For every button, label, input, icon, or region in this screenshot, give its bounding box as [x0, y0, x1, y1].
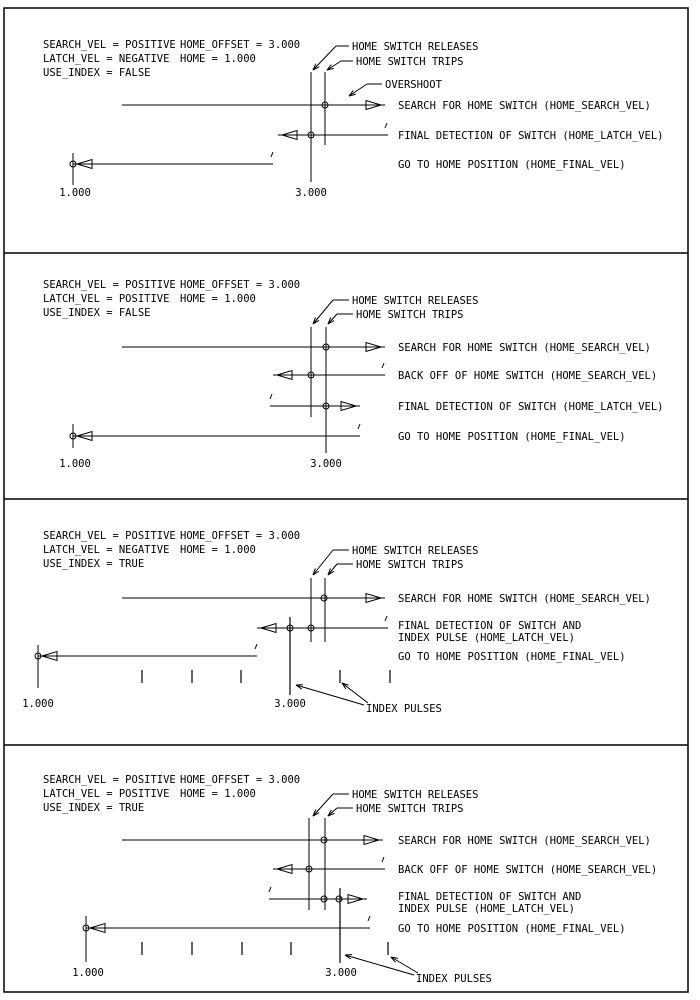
param-text: HOME_OFFSET = 3.000	[180, 39, 301, 51]
move-1	[122, 593, 651, 605]
move-3	[269, 887, 581, 915]
callout-leader-line	[328, 564, 337, 575]
position-label: 3.000	[274, 698, 306, 710]
position-label: 3.000	[325, 967, 357, 979]
move-step-label: INDEX PULSE (HOME_LATCH_VEL)	[398, 903, 576, 915]
move-2	[273, 857, 657, 876]
homing-sequence-panel-4	[43, 774, 657, 985]
move-3	[270, 394, 664, 413]
move-step-label: BACK OFF OF HOME SWITCH (HOME_SEARCH_VEL)	[398, 864, 658, 876]
callout-home-switch-trips	[327, 56, 463, 70]
callout-leader-line	[313, 550, 333, 575]
move-1	[122, 835, 651, 847]
callout-label: HOME SWITCH RELEASES	[352, 41, 479, 53]
index-pulses-label: INDEX PULSES	[416, 973, 492, 985]
callout-label: OVERSHOOT	[385, 79, 442, 91]
move-4	[83, 916, 626, 962]
param-text: HOME = 1.000	[180, 293, 256, 305]
move-2	[278, 123, 664, 142]
start-position-tick	[269, 887, 271, 892]
position-label: 1.000	[59, 458, 91, 470]
move-step-label: FINAL DETECTION OF SWITCH (HOME_LATCH_VEL)	[398, 401, 664, 413]
param-text: HOME = 1.000	[180, 53, 256, 65]
param-text: USE_INDEX = FALSE	[43, 67, 151, 79]
homing-sequence-panel-2	[43, 279, 664, 470]
move-1	[122, 100, 651, 112]
move-step-label: SEARCH FOR HOME SWITCH (HOME_SEARCH_VEL)	[398, 342, 651, 354]
move-step-label: INDEX PULSE (HOME_LATCH_VEL)	[398, 632, 576, 644]
start-position-tick	[255, 644, 257, 649]
move-1	[122, 342, 651, 354]
param-text: LATCH_VEL = NEGATIVE	[43, 544, 170, 556]
callout-home-switch-trips	[328, 803, 463, 816]
callout-leader-line	[327, 61, 341, 70]
move-step-label: FINAL DETECTION OF SWITCH AND	[398, 620, 582, 632]
param-text: HOME_OFFSET = 3.000	[180, 774, 301, 786]
move-3	[70, 152, 626, 185]
move-step-label: GO TO HOME POSITION (HOME_FINAL_VEL)	[398, 923, 626, 935]
callout-home-switch-trips	[328, 559, 463, 575]
start-position-tick	[358, 424, 360, 429]
move-2	[273, 363, 657, 382]
param-text: HOME_OFFSET = 3.000	[180, 279, 301, 291]
move-step-label: BACK OFF OF HOME SWITCH (HOME_SEARCH_VEL)	[398, 370, 658, 382]
move-step-label: GO TO HOME POSITION (HOME_FINAL_VEL)	[398, 651, 626, 663]
index-pulses-label: INDEX PULSES	[366, 703, 442, 715]
callout-label: HOME SWITCH RELEASES	[352, 545, 479, 557]
start-position-tick	[385, 616, 387, 621]
start-position-tick	[382, 857, 384, 862]
callout-label: HOME SWITCH TRIPS	[356, 309, 464, 321]
param-text: USE_INDEX = FALSE	[43, 307, 151, 319]
param-text: HOME = 1.000	[180, 544, 256, 556]
callout-leader-line	[349, 84, 367, 96]
move-step-label: SEARCH FOR HOME SWITCH (HOME_SEARCH_VEL)	[398, 593, 651, 605]
param-text: SEARCH_VEL = POSITIVE	[43, 530, 176, 542]
move-step-label: FINAL DETECTION OF SWITCH (HOME_LATCH_VEL)	[398, 130, 664, 142]
start-position-tick	[368, 916, 370, 921]
start-position-tick	[382, 363, 384, 368]
param-text: HOME_OFFSET = 3.000	[180, 530, 301, 542]
homing-sequence-panel-1	[43, 39, 664, 199]
position-label: 3.000	[310, 458, 342, 470]
index-leader-line	[296, 685, 364, 705]
param-text: USE_INDEX = TRUE	[43, 802, 145, 814]
callout-label: HOME SWITCH TRIPS	[356, 56, 464, 68]
param-text: SEARCH_VEL = POSITIVE	[43, 774, 176, 786]
position-label: 1.000	[22, 698, 54, 710]
param-text: SEARCH_VEL = POSITIVE	[43, 279, 176, 291]
position-label: 1.000	[59, 187, 91, 199]
callout-label: HOME SWITCH TRIPS	[356, 803, 464, 815]
position-label: 3.000	[295, 187, 327, 199]
move-step-label: GO TO HOME POSITION (HOME_FINAL_VEL)	[398, 159, 626, 171]
move-4	[70, 424, 626, 448]
callout-home-switch-trips	[328, 309, 463, 324]
homing-sequence-panel-3	[22, 530, 651, 715]
move-step-label: SEARCH FOR HOME SWITCH (HOME_SEARCH_VEL)	[398, 835, 651, 847]
move-step-label: FINAL DETECTION OF SWITCH AND	[398, 891, 582, 903]
start-position-tick	[385, 123, 387, 128]
param-text: HOME = 1.000	[180, 788, 256, 800]
index-leader-line	[391, 957, 418, 973]
callout-overshoot	[349, 79, 443, 96]
param-text: LATCH_VEL = POSITIVE	[43, 788, 170, 800]
callout-label: HOME SWITCH RELEASES	[352, 789, 479, 801]
move-2	[257, 616, 581, 644]
param-text: LATCH_VEL = POSITIVE	[43, 293, 170, 305]
param-text: USE_INDEX = TRUE	[43, 558, 145, 570]
move-step-label: SEARCH FOR HOME SWITCH (HOME_SEARCH_VEL)	[398, 100, 651, 112]
param-text: LATCH_VEL = NEGATIVE	[43, 53, 170, 65]
position-label: 1.000	[72, 967, 104, 979]
start-position-tick	[271, 152, 273, 157]
callout-label: HOME SWITCH RELEASES	[352, 295, 479, 307]
callout-leader-line	[328, 808, 337, 816]
param-text: SEARCH_VEL = POSITIVE	[43, 39, 176, 51]
start-position-tick	[270, 394, 272, 399]
callout-label: HOME SWITCH TRIPS	[356, 559, 464, 571]
callout-leader-line	[328, 314, 337, 324]
move-step-label: GO TO HOME POSITION (HOME_FINAL_VEL)	[398, 431, 626, 443]
move-3	[35, 644, 626, 688]
